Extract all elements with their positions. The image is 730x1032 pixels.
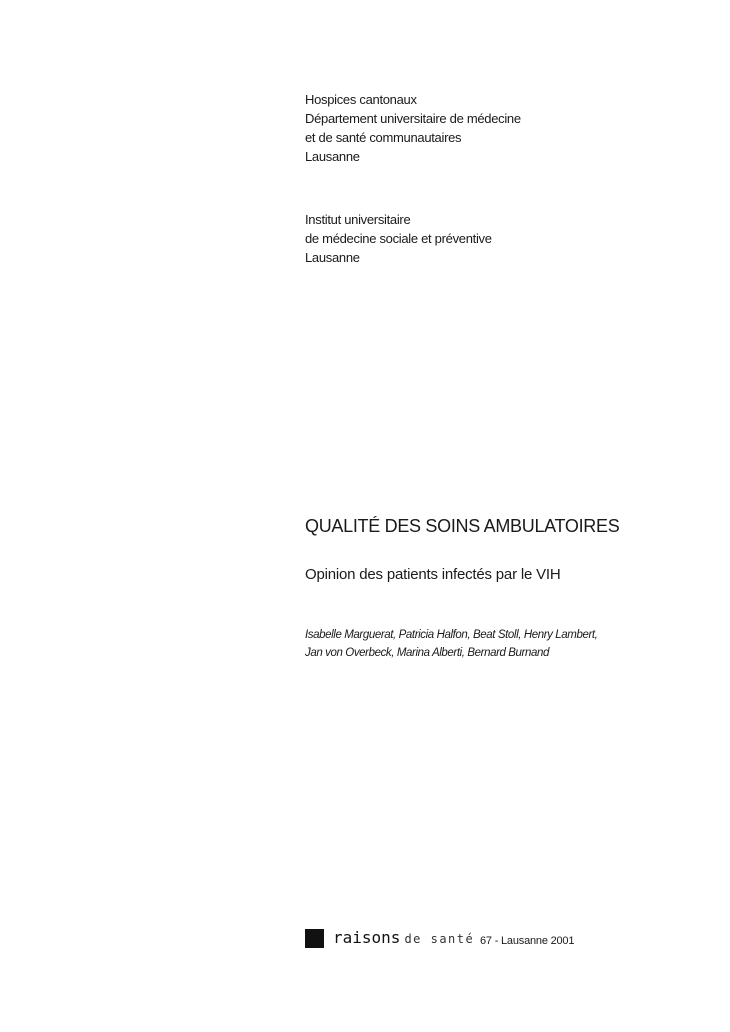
institution-line: Hospices cantonaux: [305, 92, 417, 107]
institution-line: et de santé communautaires: [305, 130, 462, 145]
institution-line: Lausanne: [305, 149, 360, 164]
institution-line: Département universitaire de médecine: [305, 111, 521, 126]
institution-block-2: [305, 210, 492, 267]
author-line: Isabelle Marguerat, Patricia Halfon, Beat Stoll, Henry Lambert,: [305, 629, 598, 641]
author-line: Jan von Overbeck, Marina Alberti, Bernard Burnand: [305, 647, 549, 659]
document-subtitle: Opinion des patients infectés par le VIH: [305, 566, 561, 583]
series-logo-square: [305, 929, 324, 948]
series-word-2: de santé: [404, 932, 475, 946]
institution-line: Institut universitaire: [305, 212, 411, 227]
institution-line: de médecine sociale et préventive: [305, 231, 492, 246]
document-title: QUALITÉ DES SOINS AMBULATOIRES: [305, 516, 620, 536]
series-name: [333, 928, 474, 947]
institution-block-1: [305, 90, 521, 166]
author-list: [305, 626, 597, 662]
series-word-1: raisons: [333, 928, 401, 947]
issue-info: 67 - Lausanne 2001: [480, 935, 575, 947]
institution-line: Lausanne: [305, 250, 360, 265]
